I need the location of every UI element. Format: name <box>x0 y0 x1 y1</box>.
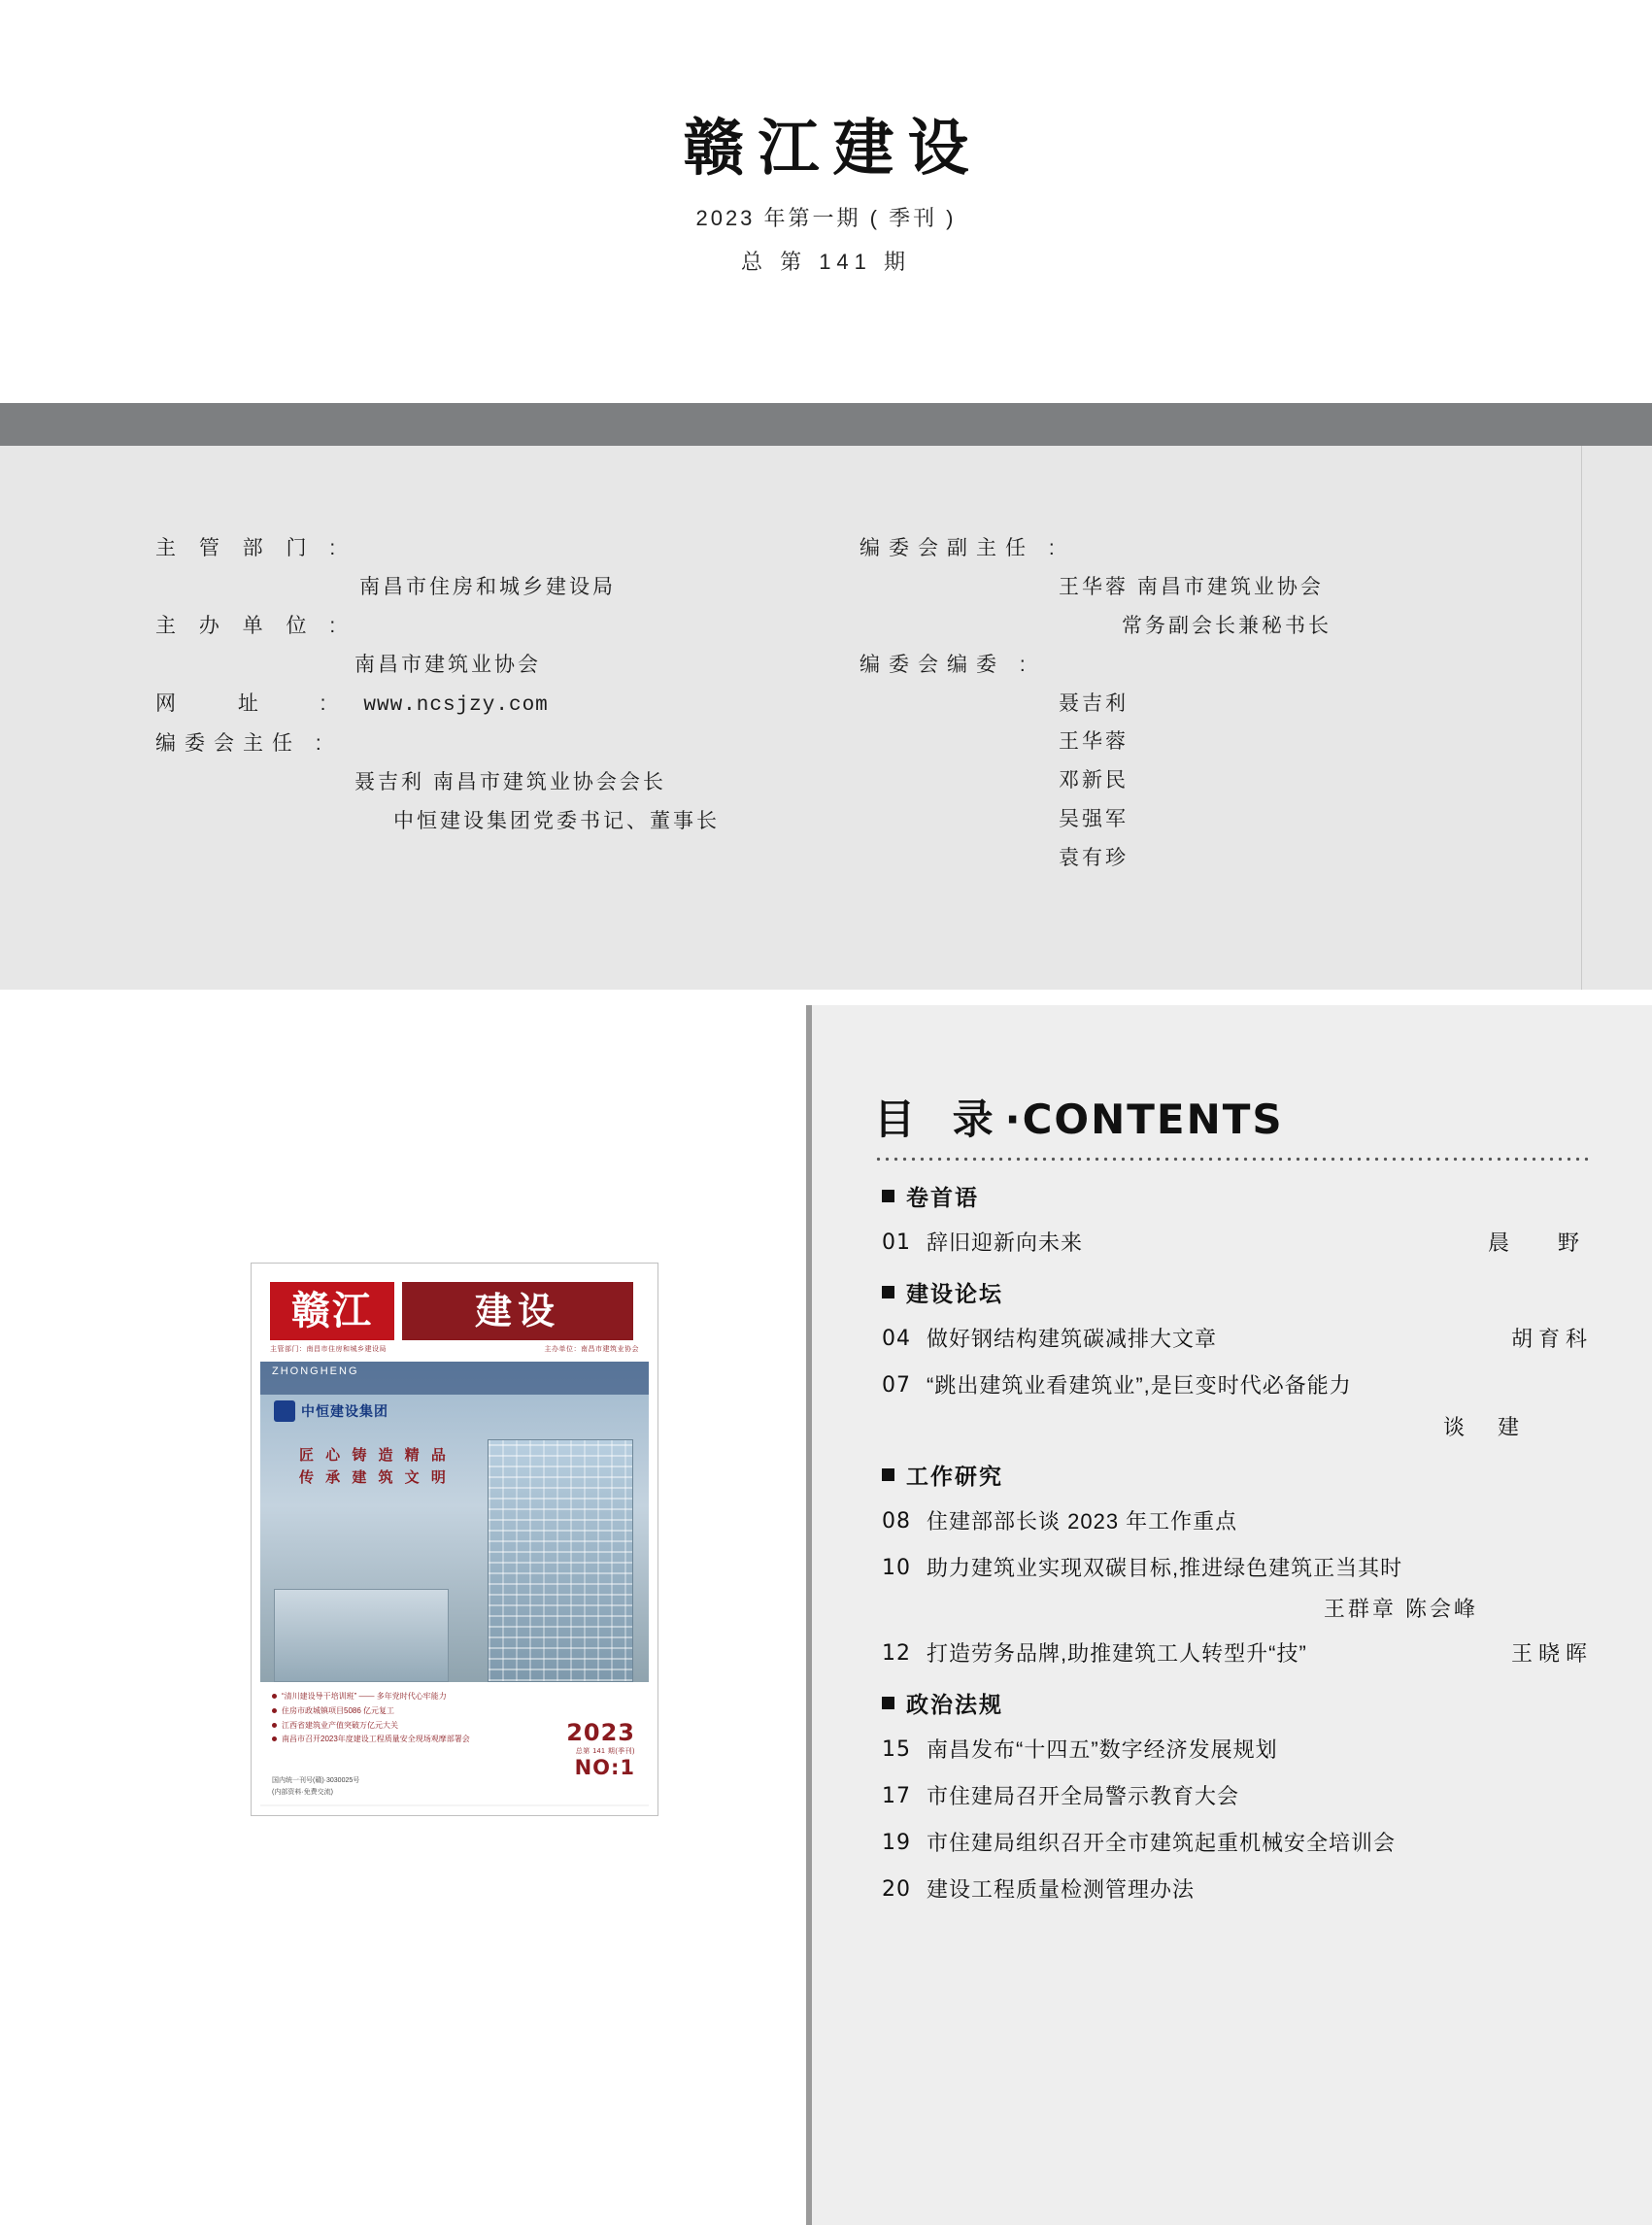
entry-page-number: 08 <box>882 1508 911 1534</box>
entry-title: 南昌发布“十四五”数字经济发展规划 <box>927 1737 1278 1763</box>
entry-author: 王晓晖 <box>1510 1641 1593 1667</box>
organizer-label: 主 办 单 位 : <box>155 614 345 637</box>
contents-section-heading <box>882 1459 1593 1491</box>
cover-imprint-line2: (内部资料·免费交流) <box>272 1789 333 1797</box>
cover-credit-right: 主办单位：南昌市建筑业协会 <box>544 1346 639 1353</box>
serial-line: 总 第 141 期 <box>740 250 912 275</box>
cover-highlight-item: “清川建设导干培训班” —— 多年党时代心牢能力 <box>272 1690 637 1704</box>
cover-credit-left: 主管部门：南昌市住房和城乡建设局 <box>270 1346 387 1353</box>
entry-page-number: 01 <box>882 1230 911 1255</box>
contents-entry[interactable] <box>882 1553 1593 1584</box>
contents-section-heading <box>882 1276 1593 1308</box>
cover-issue-number: NO:1 <box>574 1756 635 1779</box>
table-of-contents <box>874 1088 1593 1905</box>
entry-page-number: 12 <box>882 1641 911 1667</box>
cover-footer <box>260 1682 649 1804</box>
vice-chair-label: 编委会副主任 : <box>860 537 1063 559</box>
square-bullet-icon <box>882 1468 894 1481</box>
cover-slogan-line2: 传 承 建 筑 文 明 <box>299 1468 450 1486</box>
website-label: 网 址 : <box>155 691 354 715</box>
contents-entry[interactable] <box>882 1874 1593 1905</box>
website-value[interactable]: www.ncsjzy.com <box>363 693 549 717</box>
entry-title: 辞旧迎新向未来 <box>927 1230 1084 1255</box>
contents-section-heading <box>882 1687 1593 1719</box>
contents-entry[interactable] <box>882 1370 1593 1401</box>
vice-chair-title: 常务副会长兼秘书长 <box>1122 614 1332 637</box>
contents-entry[interactable] <box>882 1735 1593 1766</box>
entry-author-continued: 王群章 陈会峰 <box>1323 1597 1478 1622</box>
contents-divider <box>874 1156 1593 1163</box>
sponsor-logo-text: 中恒建设集团 <box>301 1403 388 1419</box>
committee-members-label: 编委会编委 : <box>860 653 1034 676</box>
contents-entry[interactable] <box>882 1324 1593 1355</box>
cover-thumbnail[interactable] <box>251 1263 658 1816</box>
contents-title-cn: 目 录 <box>874 1096 1005 1143</box>
magazine-title: 赣江建设 <box>683 113 983 184</box>
contents-section-label: 政治法规 <box>906 1692 1003 1718</box>
contents-entry[interactable] <box>882 1228 1593 1259</box>
entry-author: 胡育科 <box>1510 1326 1593 1351</box>
cover-credits <box>270 1344 639 1354</box>
contents-title-separator: · <box>1004 1096 1023 1143</box>
entry-title: 市住建局召开全局警示教育大会 <box>927 1784 1240 1809</box>
entry-page-number: 15 <box>882 1737 911 1763</box>
entry-page-number: 10 <box>882 1555 911 1580</box>
committee-member: 邓新民 <box>1059 769 1129 792</box>
contents-entry[interactable] <box>882 1828 1593 1859</box>
entry-title: 建设工程质量检测管理办法 <box>927 1877 1196 1903</box>
committee-member: 王华蓉 <box>1059 730 1129 754</box>
entry-page-number: 20 <box>882 1877 911 1903</box>
entry-page-number: 07 <box>882 1372 911 1398</box>
vice-chair-name: 王华蓉 南昌市建筑业协会 <box>1059 575 1324 598</box>
supervisor-value: 南昌市住房和城乡建设局 <box>359 575 616 598</box>
cover-title-red <box>270 1282 394 1340</box>
issue-line: 2023 年第一期 ( 季刊 ) <box>695 206 957 231</box>
editorial-chair-title: 中恒建设集团党委书记、董事长 <box>393 810 720 833</box>
cover-title-red-text: 赣江 <box>291 1289 373 1333</box>
contents-section-label: 建设论坛 <box>906 1280 1003 1306</box>
contents-section-label: 卷首语 <box>906 1185 979 1210</box>
square-bullet-icon <box>882 1286 894 1298</box>
contents-title <box>874 1088 1593 1146</box>
entry-page-number: 17 <box>882 1784 911 1809</box>
cover-highlight-item: 南昌市召开2023年度建设工程质量安全现场观摩部署会 <box>272 1733 637 1747</box>
organizer-value: 南昌市建筑业协会 <box>354 653 541 676</box>
entry-title: 做好钢结构建筑碳减排大文章 <box>927 1326 1218 1351</box>
cover-banner-text: ZHONGHENG <box>260 1362 649 1395</box>
band-right-divider <box>1581 446 1582 990</box>
cover-highlight-item: 住房市政城镇项目5086 亿元复工 <box>272 1704 637 1719</box>
entry-page-number: 04 <box>882 1326 911 1351</box>
masthead <box>0 113 1652 276</box>
cover-title-dark: 建设 <box>402 1282 633 1340</box>
contents-entry[interactable] <box>882 1781 1593 1812</box>
contents-list <box>874 1180 1593 1905</box>
entry-author-continued: 谈 建 <box>1442 1414 1525 1439</box>
cover-slogan <box>299 1445 450 1489</box>
entry-title: 市住建局组织召开全市建筑起重机械安全培训会 <box>927 1831 1397 1856</box>
cover-year: 2023 <box>566 1719 635 1746</box>
cover-tower-building <box>488 1439 633 1682</box>
editorial-chair-label: 编委会主任 : <box>155 732 330 756</box>
entry-title: 住建部部长谈 2023 年工作重点 <box>927 1508 1238 1534</box>
cover-photo <box>260 1362 649 1682</box>
contents-section-heading <box>882 1180 1593 1212</box>
cover-imprint <box>272 1775 359 1799</box>
contents-entry[interactable] <box>882 1506 1593 1537</box>
entry-title: “跳出建筑业看建筑业”,是巨变时代必备能力 <box>927 1372 1352 1398</box>
cover-low-building <box>274 1589 449 1682</box>
cover-slogan-line1: 匠 心 铸 造 精 品 <box>299 1447 450 1464</box>
entry-author: 晨 野 <box>1487 1230 1593 1255</box>
contents-section-label: 工作研究 <box>906 1463 1003 1489</box>
imprint-left-column <box>155 529 835 841</box>
entry-page-number: 19 <box>882 1831 911 1856</box>
supervisor-label: 主 管 部 门 : <box>155 537 345 559</box>
committee-member: 吴强军 <box>1059 808 1129 831</box>
entry-title: 助力建筑业实现双碳目标,推进绿色建筑正当其时 <box>927 1555 1403 1580</box>
entry-title: 打造劳务品牌,助推建筑工人转型升“技” <box>927 1641 1307 1667</box>
editorial-chair-name: 聂吉利 南昌市建筑业协会会长 <box>354 771 666 794</box>
cover-imprint-line1: 国内统一刊号(赣)·3030025号 <box>272 1777 360 1785</box>
contents-title-en: CONTENTS <box>1022 1096 1284 1143</box>
contents-entry[interactable] <box>882 1638 1593 1669</box>
cover-header <box>260 1272 649 1362</box>
cover-sponsor-logo <box>274 1400 388 1422</box>
band-top-rule <box>0 403 1652 446</box>
square-bullet-icon <box>882 1697 894 1709</box>
cover-total-issue: 总第 141 期(季刊) <box>575 1748 635 1755</box>
square-bullet-icon <box>882 1190 894 1202</box>
committee-member: 袁有珍 <box>1059 847 1129 870</box>
committee-member: 聂吉利 <box>1059 691 1129 715</box>
cover-issue-block <box>566 1719 635 1779</box>
imprint-right-column <box>860 529 1539 878</box>
cover-highlight-item: 江西省建筑业产值突破万亿元大关 <box>272 1719 637 1734</box>
sponsor-logo-icon <box>274 1400 295 1422</box>
